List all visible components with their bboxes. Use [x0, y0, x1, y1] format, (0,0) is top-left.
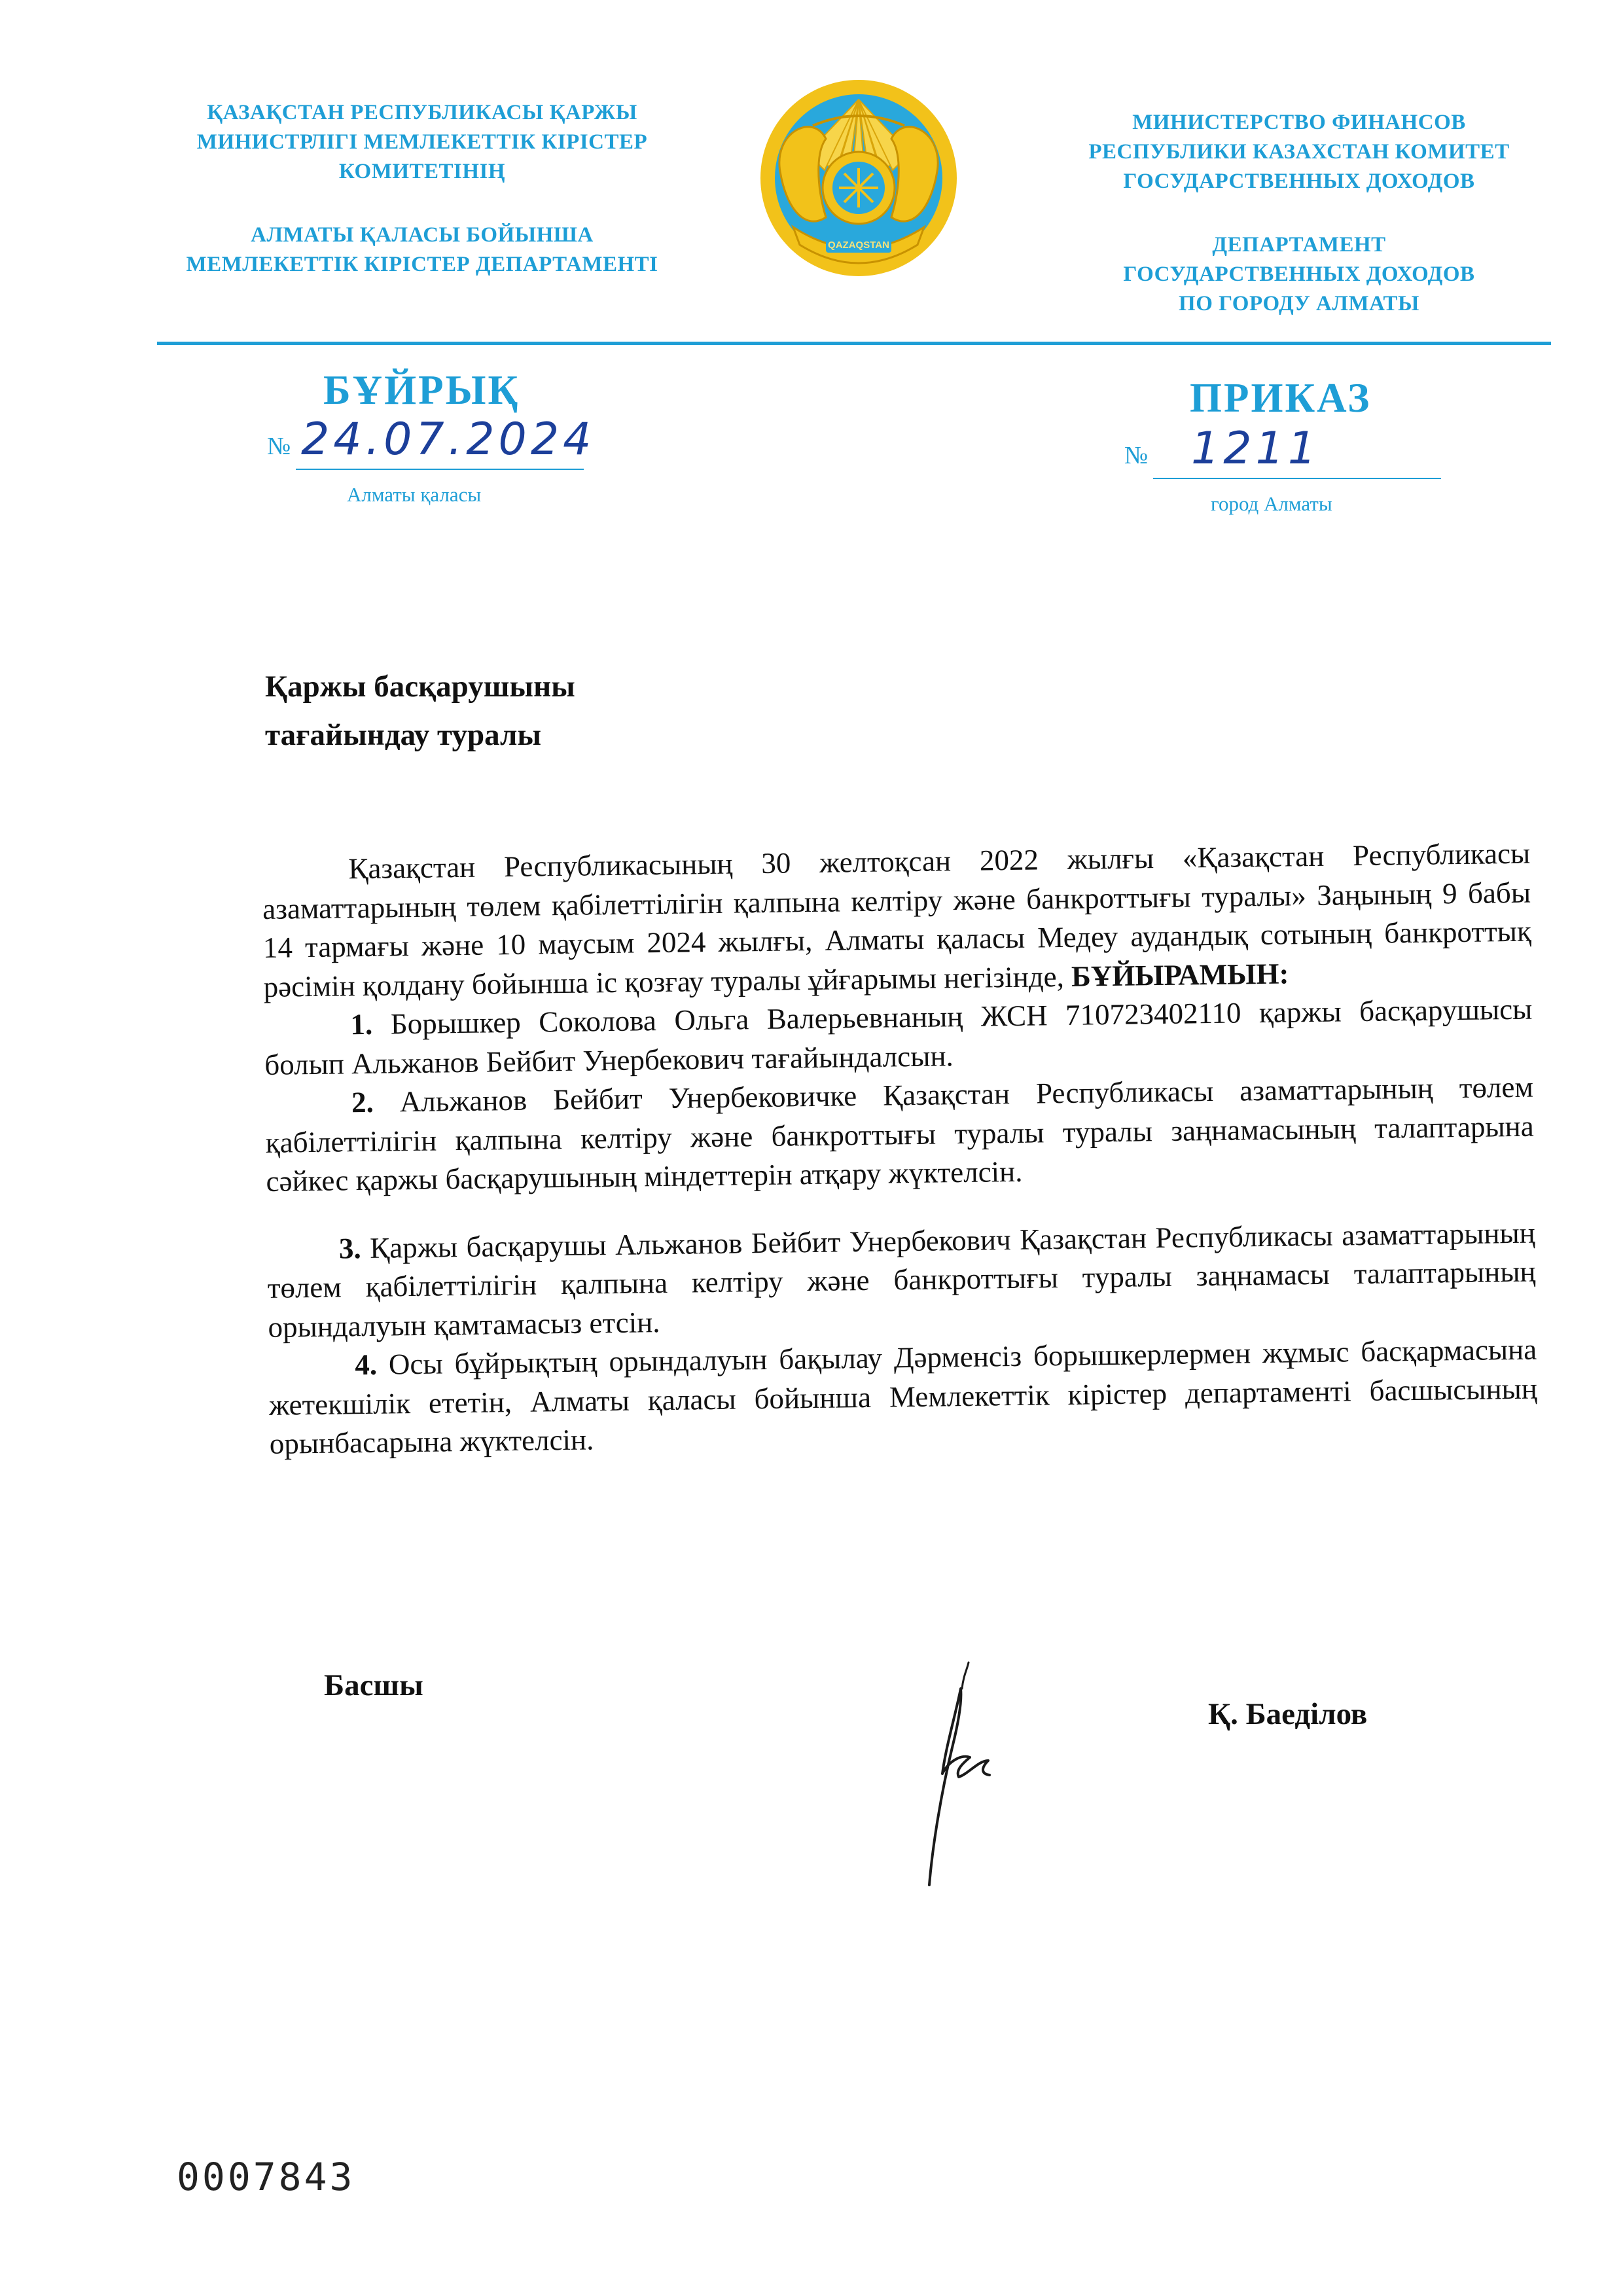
header-right-line: РЕСПУБЛИКИ КАЗАХСТАН КОМИТЕТ — [1088, 140, 1510, 164]
order-date-line — [296, 469, 584, 470]
order-title-kz: БҰЙРЫҚ — [323, 367, 520, 413]
emblem-text: QAZAQSTAN — [828, 240, 889, 251]
subject-line: тағайындау туралы — [265, 718, 542, 752]
item-number: 4. — [354, 1348, 378, 1382]
order-date-handwritten: 24.07.2024 — [301, 414, 596, 465]
document-subject — [265, 662, 575, 759]
order-city-ru: город Алматы — [1211, 492, 1332, 515]
item-text: Борышкер Соколова Ольга Валерьевнаның ЖСН 710723402110 қаржы басқарушысы болып Альжанов Бейбит Унербекович тағайындалсын. — [264, 992, 1533, 1081]
header-right-line: ПО ГОРОДУ АЛМАТЫ — [1179, 292, 1419, 315]
header-left-line: ҚАЗАҚСТАН РЕСПУБЛИКАСЫ ҚАРЖЫ — [207, 101, 637, 124]
body-intro — [262, 834, 1532, 1007]
item-number: 3. — [338, 1231, 362, 1265]
header-right-line: ГОСУДАРСТВЕННЫХ ДОХОДОВ — [1123, 262, 1475, 286]
item-number: 1. — [350, 1007, 373, 1041]
signatory-name: Қ. Баеділов — [1208, 1697, 1368, 1731]
order-title-ru: ПРИКАЗ — [1190, 375, 1372, 421]
header-left-line: АЛМАТЫ ҚАЛАСЫ БОЙЫНША — [251, 223, 594, 247]
header-left-line: МЕМЛЕКЕТТІК КІРІСТЕР ДЕПАРТАМЕНТІ — [186, 253, 658, 276]
header-right-line: ДЕПАРТАМЕНТ — [1212, 233, 1386, 257]
order-date-label: № — [267, 433, 291, 460]
handwritten-signature — [864, 1649, 1034, 1898]
header-left-line: МИНИСТРЛІГІ МЕМЛЕКЕТТІК КІРІСТЕР — [196, 130, 648, 154]
header-left-kz — [144, 98, 700, 279]
header-right-line: ГОСУДАРСТВЕННЫХ ДОХОДОВ — [1123, 170, 1475, 193]
body-item-3 — [267, 1213, 1537, 1347]
order-number-label: № — [1124, 442, 1149, 469]
signatory-role: Басшы — [324, 1668, 423, 1702]
header-divider — [157, 342, 1551, 345]
serial-number: 0007843 — [177, 2155, 355, 2199]
subject-line: Қаржы басқарушыны — [265, 670, 575, 704]
order-city-kz: Алматы қаласы — [347, 483, 482, 506]
body-item-4 — [268, 1331, 1538, 1464]
item-text: Қаржы басқарушы Альжанов Бейбит Унербекович Қазақстан Республикасы азаматтарының төлем қабілеттілігін қалпына келтіру және банкроттығы туралы заңнамасы талаптарының орындалуын қамтамасыз етсін. — [267, 1216, 1536, 1344]
item-text: Осы бұйрықтың орындалуын бақылау Дәрменсіз борышкерлермен жұмыс басқармасына жетекшілік ететін, Алматы қаласы бойынша Мемлекеттік кірістер департаменті басшысының орынбасарына жүктелсін. — [268, 1333, 1538, 1460]
document-body — [262, 834, 1538, 1464]
header-right-line: МИНИСТЕРСТВО ФИНАНСОВ — [1132, 111, 1466, 134]
item-number: 2. — [351, 1085, 374, 1119]
header-right-ru — [1021, 108, 1577, 319]
header-left-line: КОМИТЕТІНІҢ — [338, 160, 506, 183]
intro-text: Қазақстан Республикасының 30 желтоқсан 2022 жылғы «Қазақстан Республикасы азаматтарының төлем қабілеттілігін қалпына келтіру және банкроттығы туралы» Заңының 9 бабы 14 тармағы және 10 маусым 2024 жылғы, Алматы қаласы Медеу аудандық сотының банкроттық рәсімін қолдану бойынша іс қозғау туралы ұйғарымы негізінде, — [262, 836, 1532, 1003]
intro-order-word: БҰЙЫРАМЫН: — [1071, 956, 1289, 993]
state-emblem-icon — [754, 73, 963, 289]
order-number-line — [1153, 478, 1441, 479]
body-item-2 — [265, 1068, 1535, 1202]
item-text: Альжанов Бейбит Унербековичке Қазақстан Республикасы азаматтарының төлем қабілеттілігін қалпына келтіру және банкроттығы туралы туралы заңнамасының талаптарына сәйкес қаржы басқарушының міндеттерін атқару жүктелсін. — [265, 1070, 1534, 1198]
order-number-handwritten: 1211 — [1191, 423, 1321, 475]
